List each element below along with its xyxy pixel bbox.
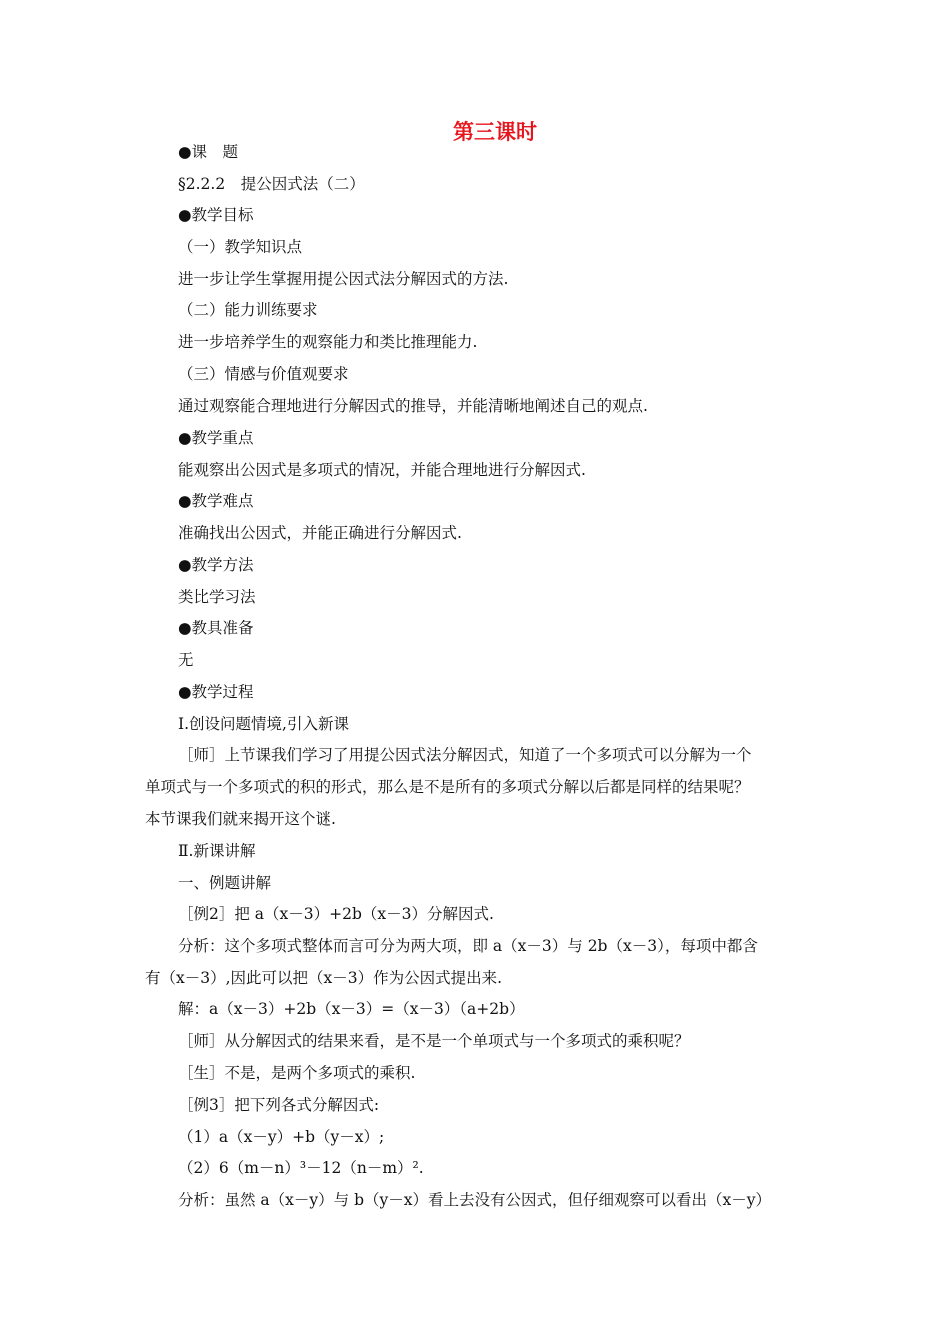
text-line: 准确找出公因式，并能正确进行分解因式. xyxy=(178,524,462,542)
text-line: 通过观察能合理地进行分解因式的推导，并能清晰地阐述自己的观点. xyxy=(178,397,648,415)
text-line: 进一步培养学生的观察能力和类比推理能力. xyxy=(178,333,478,351)
section-heading: ●教学难点 xyxy=(178,492,254,510)
section-heading: ●教学方法 xyxy=(178,556,254,574)
exercise-item: （1）a（x－y）+b（y－x）; xyxy=(178,1128,385,1146)
subsection-heading: Ⅱ.新课讲解 xyxy=(178,842,256,860)
text-line: （三）情感与价值观要求 xyxy=(178,365,349,383)
exercise-item: （2）6（m－n）³－12（n－m）². xyxy=(178,1159,424,1177)
text-line: 单项式与一个多项式的积的形式，那么是不是所有的多项式分解以后都是同样的结果呢？ xyxy=(145,778,750,796)
text-line: 类比学习法 xyxy=(178,588,256,606)
text-line: 进一步让学生掌握用提公因式法分解因式的方法. xyxy=(178,270,509,288)
text-line: 无 xyxy=(178,651,194,669)
page-title: 第三课时 xyxy=(453,120,537,144)
section-heading: ●课 题 xyxy=(178,143,239,161)
section-heading: ●教学重点 xyxy=(178,429,254,447)
text-line: 分析：虽然 a（x－y）与 b（y－x）看上去没有公因式，但仔细观察可以看出（x－y） xyxy=(178,1191,772,1209)
text-line: 一、例题讲解 xyxy=(178,874,272,892)
section-heading: ●教学过程 xyxy=(178,683,254,701)
text-line: ［生］不是，是两个多项式的乘积. xyxy=(178,1064,416,1082)
text-line: 分析：这个多项式整体而言可分为两大项，即 a（x－3）与 2b（x－3），每项中都含 xyxy=(178,937,758,955)
text-line: §2.2.2 提公因式法（二） xyxy=(178,175,365,193)
section-heading: ●教具准备 xyxy=(178,619,254,637)
example-line: ［例3］把下列各式分解因式: xyxy=(178,1096,380,1114)
text-line: ［师］上节课我们学习了用提公因式法分解因式，知道了一个多项式可以分解为一个 xyxy=(178,746,752,764)
solution-line: 解：a（x－3）+2b（x－3）=（x－3）（a+2b） xyxy=(178,1000,525,1018)
subsection-heading: Ⅰ.创设问题情境,引入新课 xyxy=(178,715,349,733)
text-line: 有（x－3）,因此可以把（x－3）作为公因式提出来. xyxy=(145,969,503,987)
text-line: （一）教学知识点 xyxy=(178,238,303,256)
text-line: ［师］从分解因式的结果来看，是不是一个单项式与一个多项式的乘积呢？ xyxy=(178,1032,690,1050)
text-line: （二）能力训练要求 xyxy=(178,301,318,319)
example-line: ［例2］把 a（x－3）+2b（x－3）分解因式. xyxy=(178,905,494,923)
text-line: 能观察出公因式是多项式的情况，并能合理地进行分解因式. xyxy=(178,461,586,479)
text-line: 本节课我们就来揭开这个谜. xyxy=(145,810,336,828)
section-heading: ●教学目标 xyxy=(178,206,254,224)
